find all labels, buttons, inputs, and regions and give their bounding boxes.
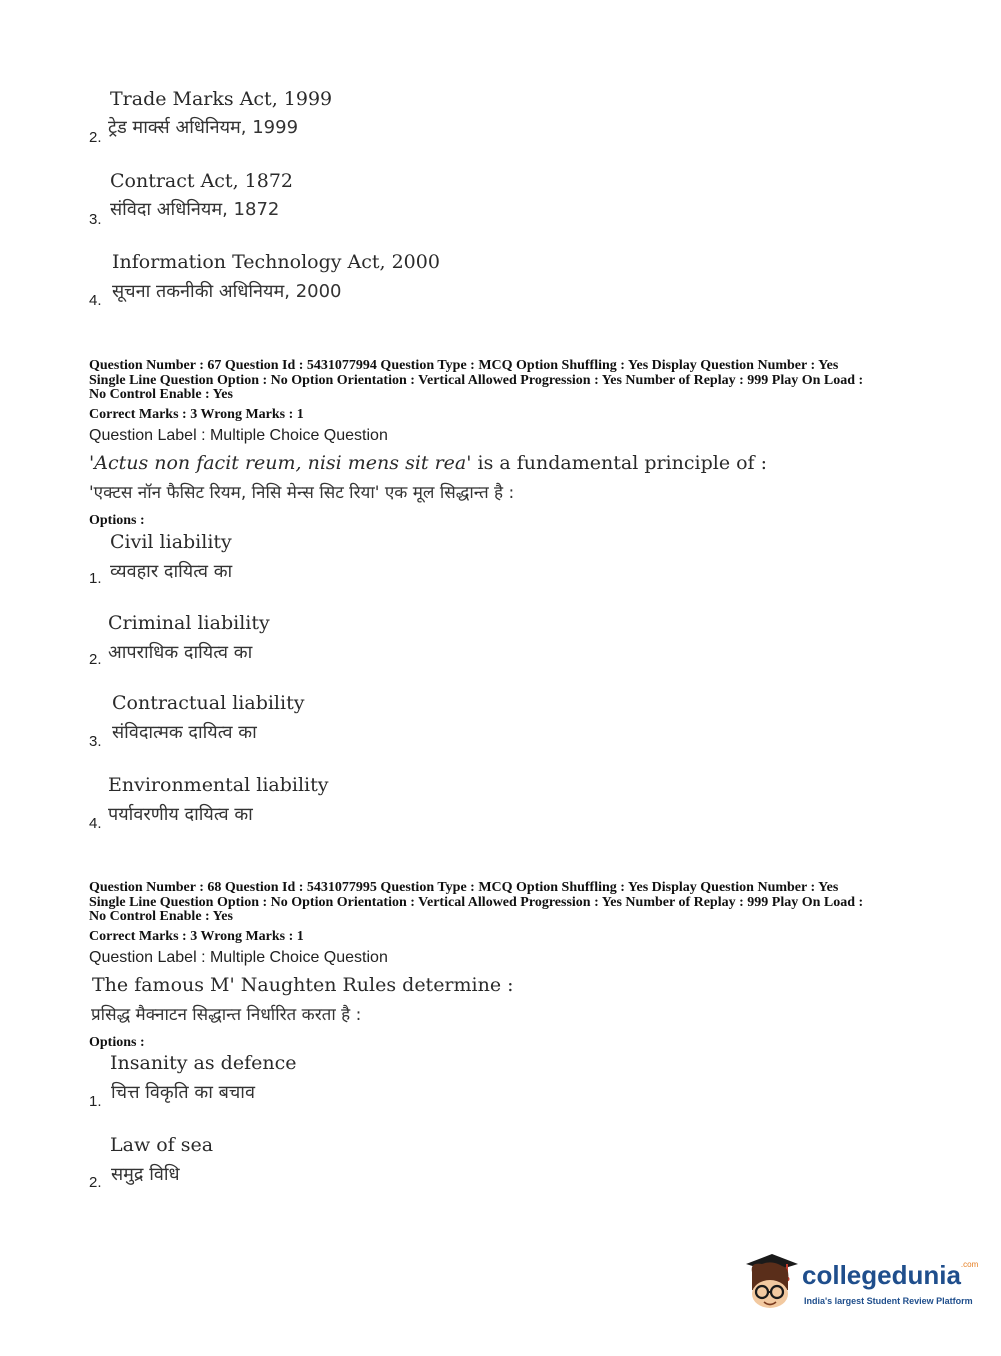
option-number: 3.	[89, 733, 102, 750]
options-label: Options :	[89, 513, 145, 528]
meta-line: No Control Enable : Yes	[89, 909, 233, 924]
collegedunia-logo[interactable]	[742, 1250, 979, 1312]
option-text-hi: संविदा अधिनियम, 1872	[110, 199, 280, 220]
question-text-en: The famous M' Naughten Rules determine :	[92, 974, 514, 996]
marks-info: Correct Marks : 3 Wrong Marks : 1	[89, 407, 304, 422]
option-text-hi: चित्त विकृति का बचाव	[111, 1082, 255, 1103]
option-number: 1.	[89, 1093, 102, 1110]
option-text-en: Contract Act, 1872	[110, 170, 294, 192]
option-number: 4.	[89, 292, 102, 309]
option-text-hi: सूचना तकनीकी अधिनियम, 2000	[112, 281, 342, 302]
question-text-hi: प्रसिद्ध मैक्नाटन सिद्धान्त निर्धारित करता है :	[91, 1005, 362, 1025]
marks-info: Correct Marks : 3 Wrong Marks : 1	[89, 929, 304, 944]
option-text-en: Civil liability	[110, 531, 232, 553]
question-text-hi: 'एक्टस नॉन फैसिट रियम, निसि मेन्स सिट रिया' एक मूल सिद्धान्त है :	[89, 483, 515, 503]
option-text-en: Criminal liability	[108, 612, 270, 634]
option-number: 3.	[89, 211, 102, 228]
option-text-en: Trade Marks Act, 1999	[110, 88, 333, 110]
question-text-en	[89, 452, 767, 474]
option-text-en: Contractual liability	[112, 692, 305, 714]
question-meta	[89, 359, 863, 403]
options-label: Options :	[89, 1035, 145, 1050]
option-text-en: Information Technology Act, 2000	[112, 251, 440, 273]
meta-line: No Control Enable : Yes	[89, 387, 233, 402]
meta-line: Single Line Question Option : No Option Orientation : Vertical Allowed Progression : Yes Number of Replay : 999 Play On Load :	[89, 372, 864, 388]
meta-line: Question Number : 67 Question Id : 5431077994 Question Type : MCQ Option Shuffling : Yes Display Question Number : Yes	[89, 358, 839, 373]
question-text-rest: is a fundamental principle of :	[471, 452, 768, 474]
option-number: 2.	[89, 1174, 102, 1191]
logo-name: collegedunia	[802, 1260, 961, 1290]
option-number: 4.	[89, 815, 102, 832]
option-text-hi: संविदात्मक दायित्व का	[112, 722, 257, 743]
option-number: 1.	[89, 570, 102, 587]
option-text-hi: समुद्र विधि	[111, 1164, 180, 1185]
option-text-hi: व्यवहार दायित्व का	[110, 561, 233, 582]
graduate-mascot-icon	[742, 1250, 800, 1312]
meta-line: Single Line Question Option : No Option Orientation : Vertical Allowed Progression : Yes Number of Replay : 999 Play On Load :	[89, 894, 864, 910]
latin-maxim: 'Actus non facit reum, nisi mens sit rea'	[89, 452, 472, 474]
logo-suffix: .com	[960, 1260, 979, 1269]
logo-wordmark	[802, 1260, 978, 1291]
meta-line: Question Number : 68 Question Id : 5431077995 Question Type : MCQ Option Shuffling : Yes Display Question Number : Yes	[89, 880, 839, 895]
question-label: Question Label : Multiple Choice Question	[89, 427, 388, 444]
option-number: 2.	[89, 129, 102, 146]
option-text-hi: आपराधिक दायित्व का	[108, 642, 253, 663]
question-meta	[89, 881, 863, 925]
option-text-en: Law of sea	[110, 1134, 214, 1156]
option-number: 2.	[89, 651, 102, 668]
option-text-en: Environmental liability	[108, 774, 329, 796]
logo-tagline: India's largest Student Review Platform	[804, 1296, 973, 1306]
question-label: Question Label : Multiple Choice Question	[89, 949, 388, 966]
option-text-en: Insanity as defence	[110, 1052, 297, 1074]
option-text-hi: ट्रेड मार्क्स अधिनियम, 1999	[108, 117, 299, 138]
option-text-hi: पर्यावरणीय दायित्व का	[108, 804, 253, 825]
